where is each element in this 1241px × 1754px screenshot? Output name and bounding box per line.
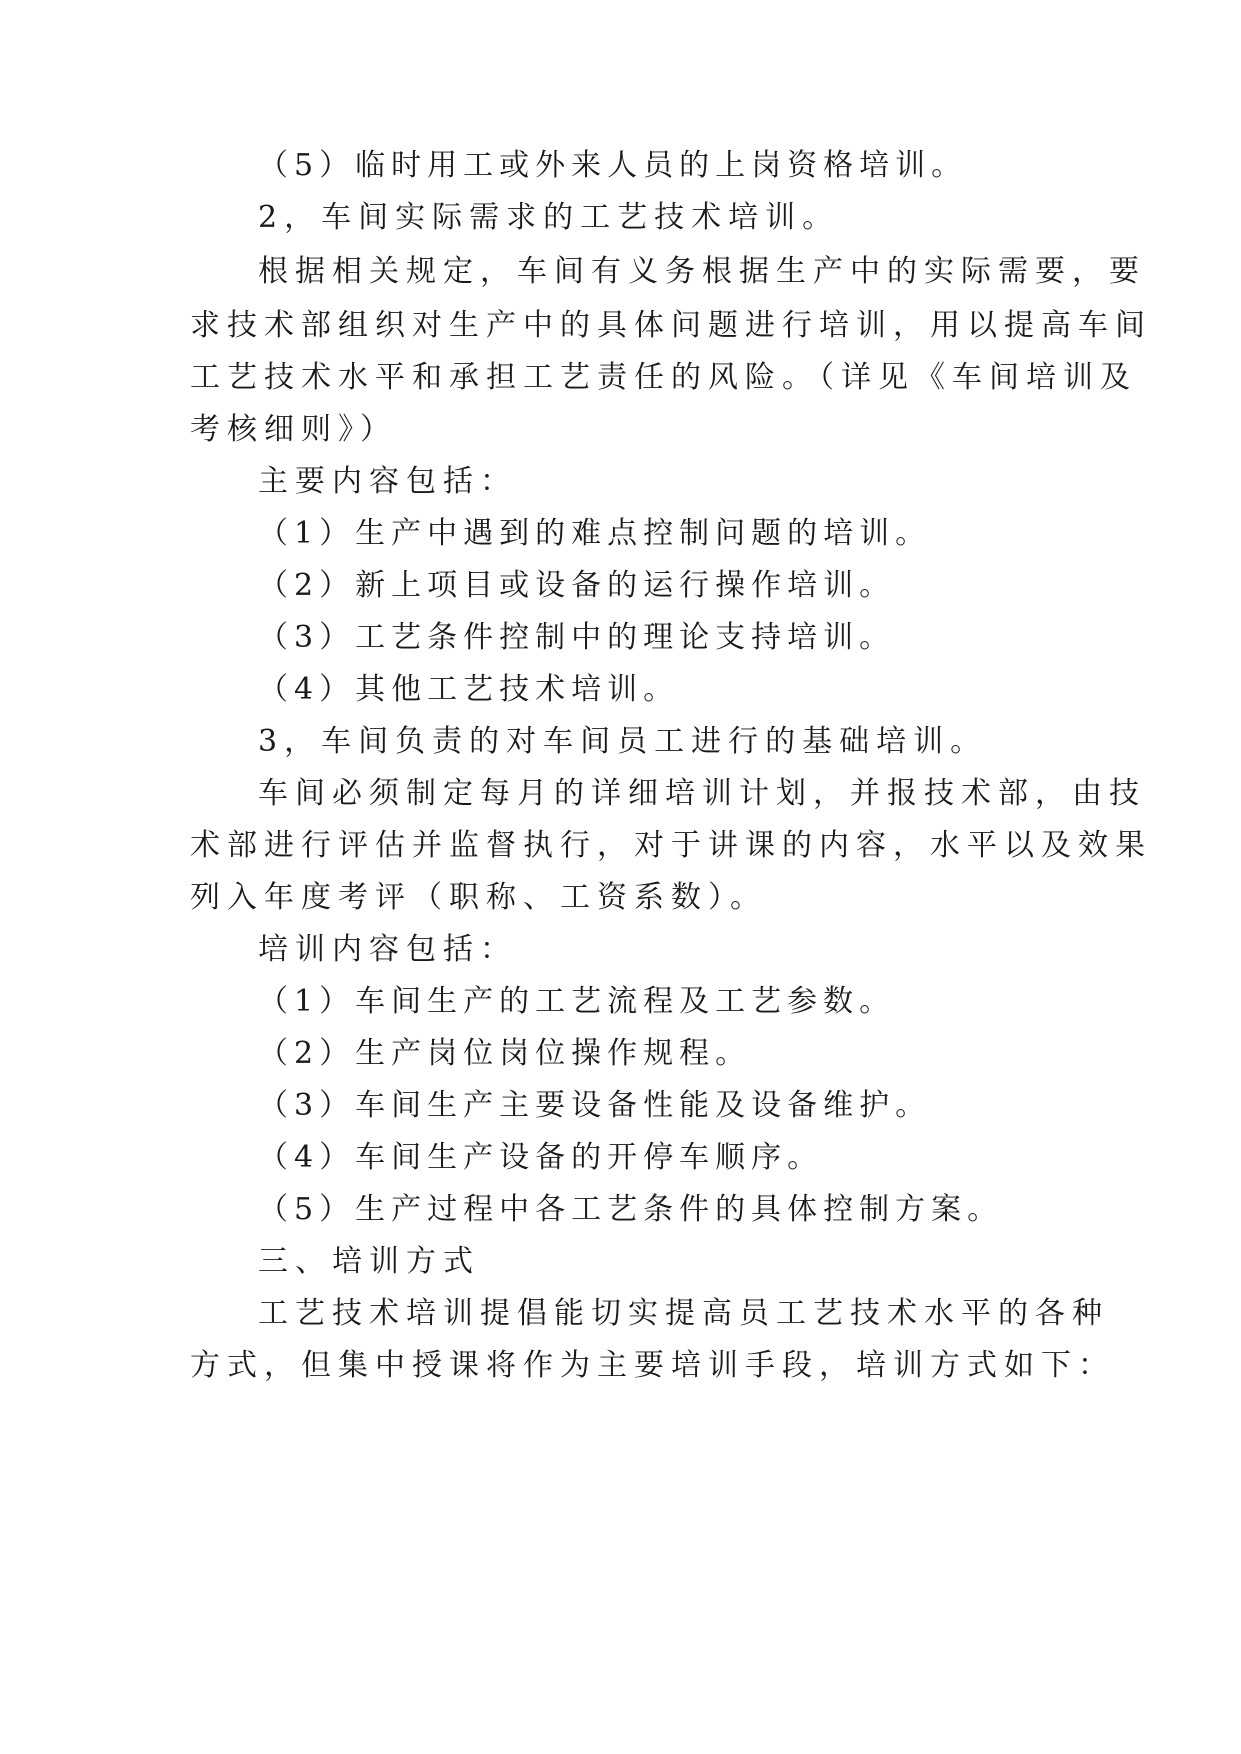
list-item: （1）生产中遇到的难点控制问题的培训。 <box>258 516 932 551</box>
paragraph-line: 求技术部组织对生产中的具体问题进行培训，用以提高车间 <box>190 308 1152 343</box>
list-item: （4）车间生产设备的开停车顺序。 <box>258 1140 824 1175</box>
list-item: （1）车间生产的工艺流程及工艺参数。 <box>258 984 896 1019</box>
section-heading-workshop-tech-training: 2，车间实际需求的工艺技术培训。 <box>258 200 840 235</box>
list-item-temp-staff-training: （5）临时用工或外来人员的上岗资格培训。 <box>258 148 968 183</box>
list-item: （3）车间生产主要设备性能及设备维护。 <box>258 1088 932 1123</box>
list-item: （2）生产岗位岗位操作规程。 <box>258 1036 752 1071</box>
paragraph-line: 列入年度考评（职称、工资系数）。 <box>190 880 767 915</box>
list-item: （2）新上项目或设备的运行操作培训。 <box>258 568 896 603</box>
subheading-training-content: 培训内容包括： <box>258 932 517 967</box>
list-item: （5）生产过程中各工艺条件的具体控制方案。 <box>258 1192 1004 1227</box>
section-heading-training-methods: 三、培训方式 <box>258 1244 480 1279</box>
section-heading-basic-training: 3，车间负责的对车间员工进行的基础培训。 <box>258 724 988 759</box>
paragraph-line: 工艺技术培训提倡能切实提高员工艺技术水平的各种 <box>258 1296 1109 1331</box>
paragraph-line: 术部进行评估并监督执行，对于讲课的内容，水平以及效果 <box>190 828 1152 863</box>
list-item: （4）其他工艺技术培训。 <box>258 672 680 707</box>
paragraph-line: 考核细则》） <box>190 412 397 447</box>
paragraph-line: 车间必须制定每月的详细培训计划，并报技术部，由技 <box>258 776 1146 811</box>
paragraph-line: 根据相关规定，车间有义务根据生产中的实际需要，要 <box>258 254 1146 289</box>
paragraph-line: 工艺技术水平和承担工艺责任的风险。（详见《车间培训及 <box>190 360 1137 395</box>
paragraph-line: 方式，但集中授课将作为主要培训手段，培训方式如下： <box>190 1348 1115 1383</box>
list-item: （3）工艺条件控制中的理论支持培训。 <box>258 620 896 655</box>
subheading-main-content: 主要内容包括： <box>258 464 517 499</box>
